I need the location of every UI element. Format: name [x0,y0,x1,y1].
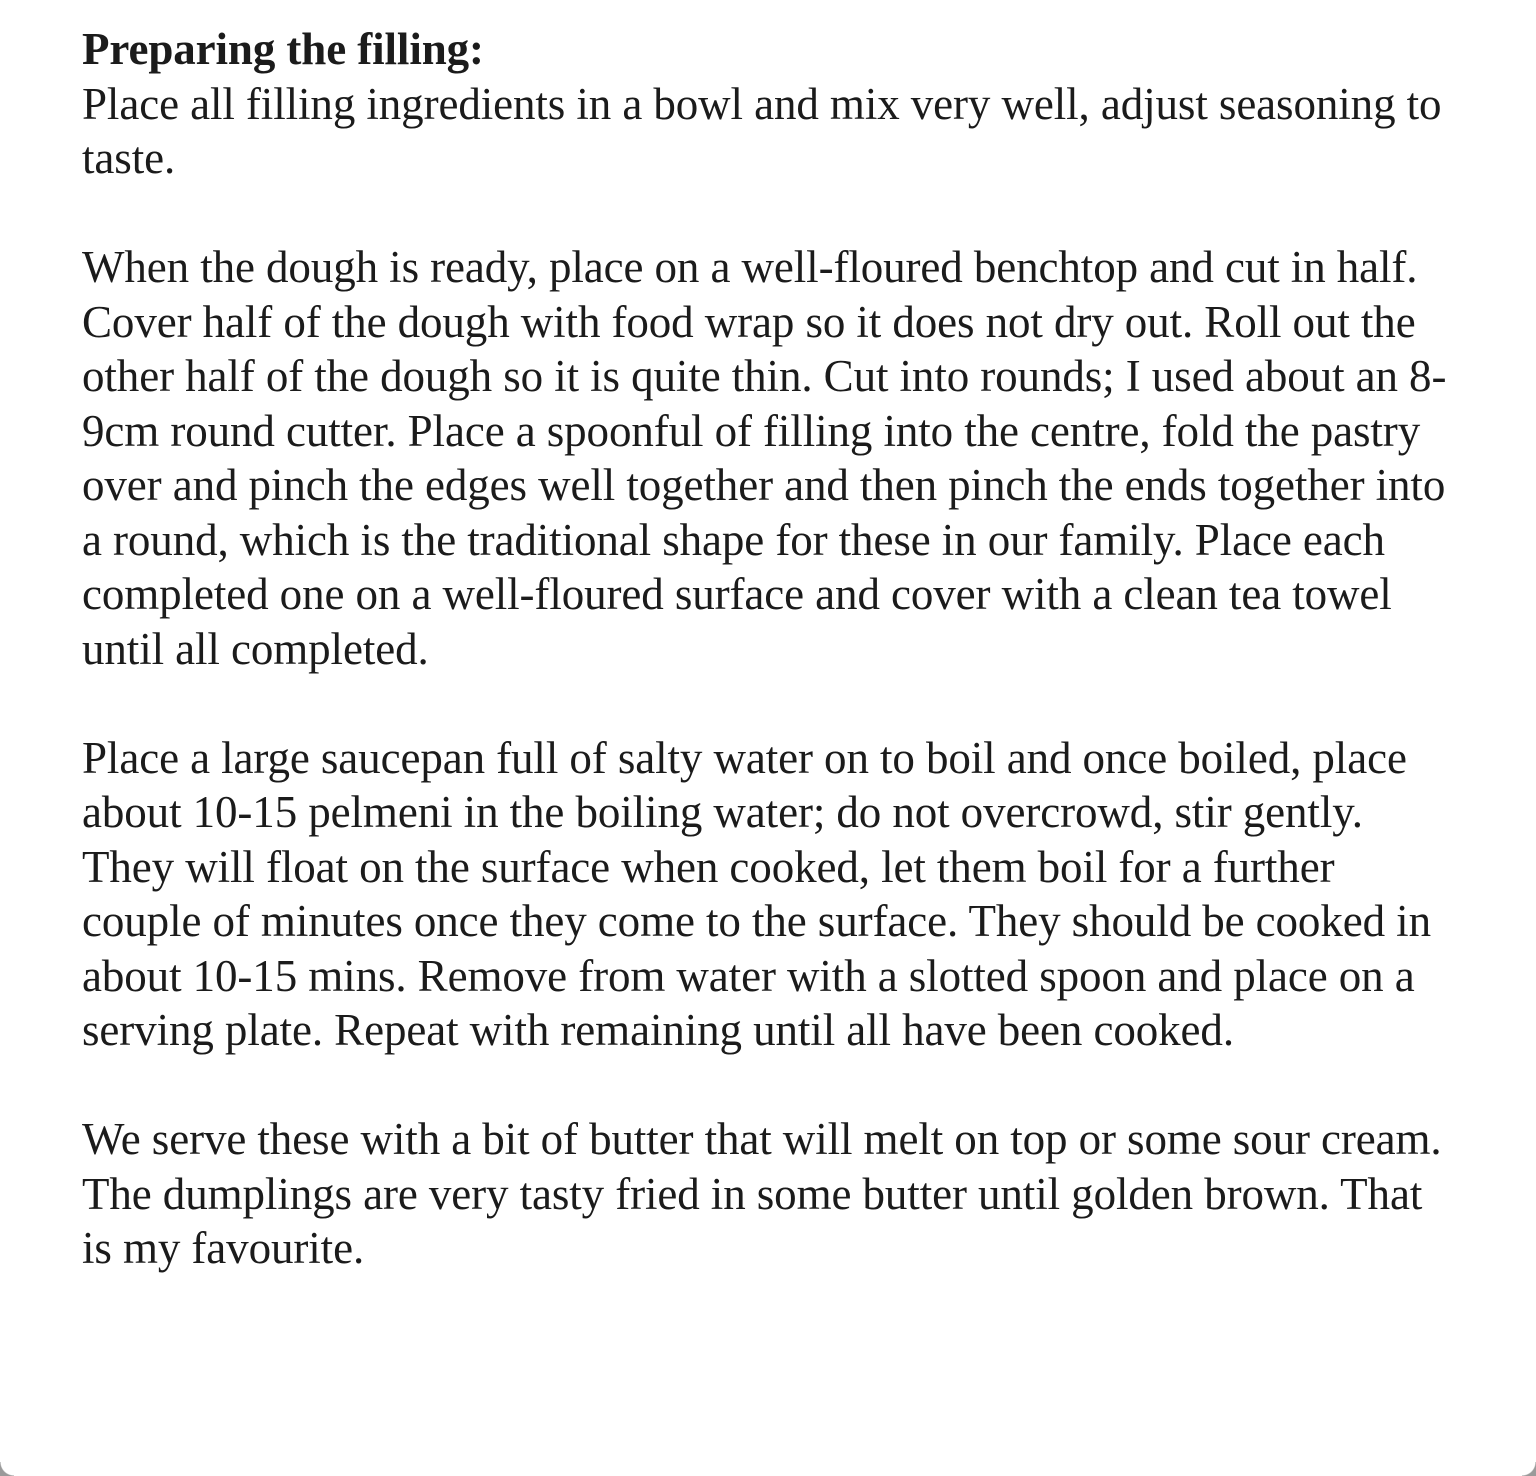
paragraph-filling: Place all filling ingredients in a bowl and mix very well, adjust seasoning to taste. [82,78,1442,183]
section-heading: Preparing the filling: [82,24,484,74]
rounded-corner-bottom-right [1522,1462,1536,1476]
paragraph-cooking: Place a large saucepan full of salty water on to boil and once boiled, place about 10-15 pelmeni in the boiling water; do not overcrowd, stir gently. They will float on the surface when cooked, let them boil for a further couple of minutes once they come to the surface. They should be cooked in about 10-15 mins. Remove from water with a slotted spoon and place on a serving plate. Repeat with remaining until all have been cooked. [82,732,1431,1055]
paragraph-serving: We serve these with a bit of butter that will melt on top or some sour cream. The dumplings are very tasty fried in some butter until golden brown. That is my favourite. [82,1114,1442,1273]
recipe-text-block [82,22,1462,1276]
paragraph-shaping: When the dough is ready, place on a well-floured benchtop and cut in half. Cover half of the dough with food wrap so it does not dry out. Roll out the other half of the dough so it is quite thin. Cut into rounds; I used about an 8-9cm round cutter. Place a spoonful of filling into the centre, fold the pastry over and pinch the edges well together and then pinch the ends together into a round, which is the traditional shape for these in our family. Place each completed one on a well-floured surface and cover with a clean tea towel until all completed. [82,242,1447,674]
rounded-corner-bottom-left [0,1462,14,1476]
